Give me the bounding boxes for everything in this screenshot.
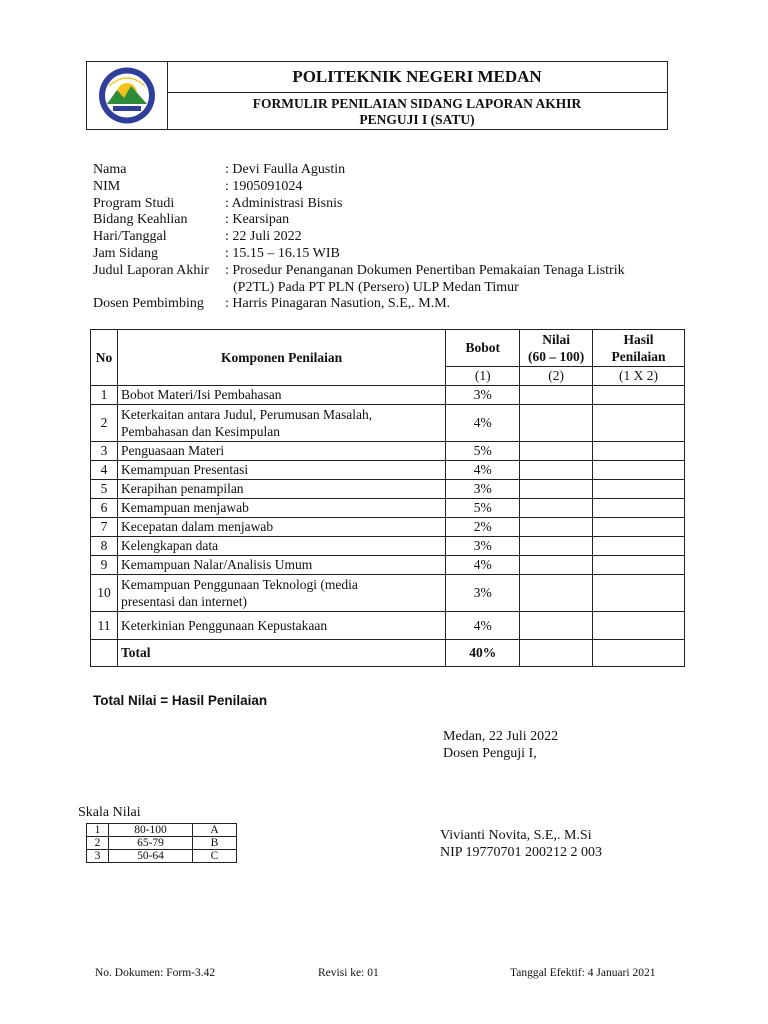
row-no: 7 [91,518,118,537]
row-nilai-cell[interactable] [520,461,593,480]
row-komponen: Kerapihan penampilan [117,480,445,499]
row-komponen [117,575,445,612]
row-hasil-cell[interactable] [593,556,685,575]
signer-role: Dosen Penguji I, [443,746,537,761]
row-bobot: 5% [446,499,520,518]
identity-row [93,246,693,263]
row-no: 3 [91,442,118,461]
skala-title: Skala Nilai [78,805,141,820]
institution-name: POLITEKNIK NEGERI MEDAN [167,62,667,93]
table-row [91,575,685,612]
table-row [91,442,685,461]
row-hasil-cell[interactable] [593,442,685,461]
subheader-bobot: (1) [446,367,520,386]
row-komponen [117,405,445,442]
col-header-nilai [520,330,593,367]
identity-value: : 22 Juli 2022 [225,229,302,245]
row-nilai-cell[interactable] [520,442,593,461]
row-bobot: 4% [446,612,520,640]
place-date: Medan, 22 Juli 2022 [443,729,559,744]
footer-tanggal: Tanggal Efektif: 4 Januari 2021 [510,967,656,979]
skala-row [87,837,237,850]
row-bobot: 3% [446,386,520,405]
total-nilai-cell[interactable] [520,640,593,667]
row-komponen: Kemampuan Presentasi [117,461,445,480]
row-komponen: Keterkinian Penggunaan Kepustakaan [117,612,445,640]
col-header-no: No [91,330,118,386]
row-hasil-cell[interactable] [593,537,685,556]
total-label: Total [117,640,445,667]
row-nilai-cell[interactable] [520,480,593,499]
identity-value: : Harris Pinagaran Nasution, S.E,. M.M. [225,296,451,312]
row-komponen: Kelengkapan data [117,537,445,556]
identity-value: : 1905091024 [225,178,303,194]
row-hasil-cell[interactable] [593,405,685,442]
skala-range: 50-64 [109,850,193,863]
footer-doc-no: No. Dokumen: Form-3.42 [95,967,216,979]
identity-label: Judul Laporan Akhir [93,262,209,278]
row-hasil-cell[interactable] [593,386,685,405]
table-row [91,386,685,405]
identity-label: Program Studi [93,195,175,211]
polmed-logo-icon [87,62,167,129]
total-hasil-cell[interactable] [593,640,685,667]
identity-value: : Kearsipan [225,212,290,228]
identity-label: Jam Sidang [93,245,158,261]
row-hasil-cell[interactable] [593,499,685,518]
signer-name: Vivianti Novita, S.E,. M.Si [440,828,592,843]
form-title-line: FORMULIR PENILAIAN SIDANG LAPORAN AKHIR [252,96,582,111]
examiner-line: PENGUJI I (SATU) [359,112,475,127]
row-nilai-cell[interactable] [520,537,593,556]
table-row [91,461,685,480]
row-nilai-cell[interactable] [520,556,593,575]
row-nilai-cell[interactable] [520,499,593,518]
col-header-hasil [593,330,685,367]
row-bobot: 2% [446,518,520,537]
row-komponen-line2: presentasi dan internet) [120,594,247,609]
identity-value: : 15.15 – 16.15 WIB [225,245,340,261]
form-title [167,92,667,129]
row-nilai-cell[interactable] [520,386,593,405]
identity-value-continued: (P2TL) Pada PT PLN (Persero) ULP Medan Timur [233,279,519,295]
footer-revisi: Revisi ke: 01 [318,967,379,979]
row-no: 4 [91,461,118,480]
row-komponen-line1: Kemampuan Penggunaan Teknologi (media [120,577,358,592]
row-bobot: 4% [446,405,520,442]
logo-cell [87,62,168,129]
skala-no: 2 [87,837,109,850]
row-hasil-cell[interactable] [593,518,685,537]
identity-row [93,296,693,313]
table-row [91,518,685,537]
identity-value: : Devi Faulla Agustin [225,162,346,177]
row-nilai-cell[interactable] [520,518,593,537]
skala-range: 65-79 [109,837,193,850]
identity-row [93,196,693,213]
row-bobot: 4% [446,556,520,575]
row-no: 10 [91,575,118,612]
row-no: 5 [91,480,118,499]
row-no: 6 [91,499,118,518]
row-komponen: Bobot Materi/Isi Pembahasan [117,386,445,405]
hasil-header-line2: Penilaian [611,349,666,364]
row-bobot: 3% [446,575,520,612]
row-nilai-cell[interactable] [520,575,593,612]
row-no: 11 [91,612,118,640]
row-komponen: Kemampuan Nalar/Analisis Umum [117,556,445,575]
identity-row [93,229,693,246]
identity-row [93,162,693,179]
identity-label: Dosen Pembimbing [93,296,204,312]
total-no-cell [91,640,118,667]
total-bobot: 40% [446,640,520,667]
table-row [91,537,685,556]
signer-nip: NIP 19770701 200212 2 003 [440,845,603,860]
row-no: 8 [91,537,118,556]
student-identity [93,162,693,313]
skala-row [87,850,237,863]
row-bobot: 3% [446,537,520,556]
document-header [86,61,668,130]
subheader-nilai: (2) [520,367,593,386]
row-bobot: 5% [446,442,520,461]
row-komponen-line1: Keterkaitan antara Judul, Perumusan Masalah, [120,407,373,422]
subheader-hasil: (1 X 2) [593,367,685,386]
row-komponen: Kemampuan menjawab [117,499,445,518]
table-total-row [91,640,685,667]
table-row [91,556,685,575]
skala-grade: B [193,837,237,850]
identity-row [93,212,693,229]
skala-grade: C [193,850,237,863]
identity-label: Hari/Tanggal [93,229,167,245]
nilai-header-line1: Nilai [542,332,570,347]
signer-block [440,827,602,861]
identity-label: Bidang Keahlian [93,212,188,228]
identity-row [93,263,693,280]
skala-grade: A [193,824,237,837]
table-row [91,612,685,640]
row-no: 1 [91,386,118,405]
skala-no: 3 [87,850,109,863]
row-hasil-cell[interactable] [593,461,685,480]
assessment-table [90,329,685,667]
hasil-header-line1: Hasil [623,332,654,347]
row-nilai-cell[interactable] [520,612,593,640]
total-nilai-text: Total Nilai = Hasil Penilaian [93,693,268,708]
row-nilai-cell[interactable] [520,405,593,442]
identity-row [93,280,693,297]
col-header-bobot: Bobot [446,330,520,367]
row-bobot: 3% [446,480,520,499]
table-row [91,499,685,518]
identity-label: NIM [93,178,121,194]
row-komponen-line2: Pembahasan dan Kesimpulan [120,424,280,439]
row-komponen: Kecepatan dalam menjawab [117,518,445,537]
nilai-header-line2: (60 – 100) [528,349,585,364]
row-hasil-cell[interactable] [593,480,685,499]
signature-block [443,728,558,762]
table-row [91,480,685,499]
skala-range: 80-100 [109,824,193,837]
row-bobot: 4% [446,461,520,480]
row-hasil-cell[interactable] [593,612,685,640]
skala-no: 1 [87,824,109,837]
row-komponen: Penguasaan Materi [117,442,445,461]
col-header-komponen: Komponen Penilaian [117,330,445,386]
identity-label-spacer [93,280,225,297]
row-no: 2 [91,405,118,442]
identity-value: : Administrasi Bisnis [225,195,343,211]
row-no: 9 [91,556,118,575]
skala-table [86,823,237,863]
identity-row [93,179,693,196]
table-row [91,405,685,442]
skala-row [87,824,237,837]
table-header-row [91,330,685,367]
identity-label: Nama [93,162,127,177]
identity-value: : Prosedur Penanganan Dokumen Penertiban Pemakaian Tenaga Listrik [225,262,625,278]
row-hasil-cell[interactable] [593,575,685,612]
